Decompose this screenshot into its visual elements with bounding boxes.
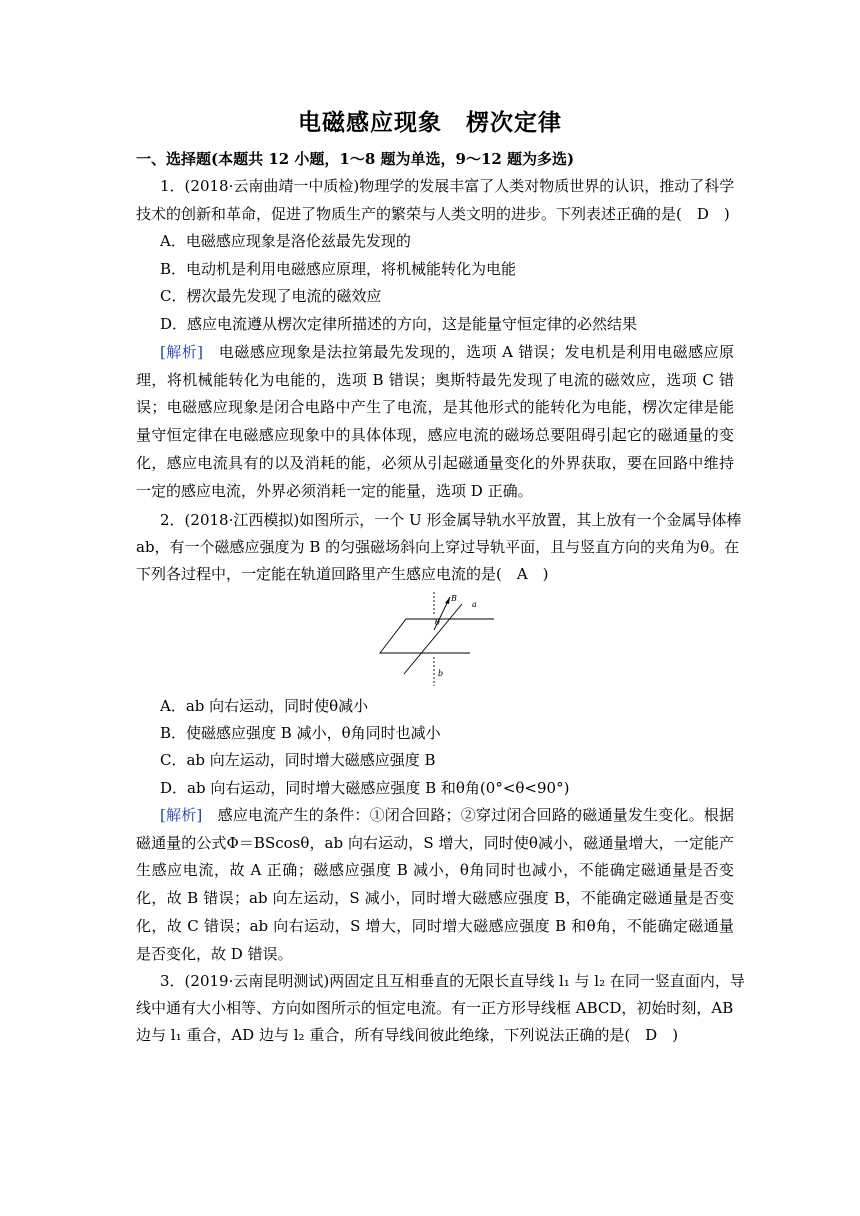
label-a: a (472, 600, 477, 609)
q2-stem-line-2: ab，有一个磁感应强度为 B 的匀强磁场斜向上穿过导轨平面，且与竖直方向的夹角为θ。在 (136, 538, 740, 556)
label-b-rod: b (438, 669, 444, 678)
field-arrow-head (445, 597, 450, 604)
q3-stem-line-2: 线中通有大小相等、方向如图所示的恒定电流。有一正方形导线框 ABCD，初始时刻，AB (136, 999, 734, 1017)
q2-analysis (136, 802, 734, 968)
label-b-field: B (451, 594, 457, 603)
q1-option-b: B．电动机是利用电磁感应原理，将机械能转化为电能 (160, 260, 517, 278)
q2-option-d: D．ab 向右运动，同时增大磁感应强度 B 和θ角(0°<θ<90°) (160, 779, 570, 797)
q2-analysis-text: 感应电流产生的条件：①闭合回路；②穿过闭合回路的磁通量发生变化。根据磁通量的公式Φ＝BScosθ，ab 向右运动，S 增大，同时使θ减小，磁通量增大，一定能产生感应电流，故 A 正确；磁感应强度 B 减小，θ角同时也减小，不能确定磁通量是否变化，故 B 错误；ab 向左运动，S 减小，同时增大磁感应强度 B，不能确定磁通量是否变化，故 C 错误；ab 向右运动，S 增大，同时增大磁感应强度 B 和θ角，不能确定磁通量是否变化，故 D 错误。 (136, 806, 734, 963)
q1-option-a: A．电磁感应现象是洛伦兹最先发现的 (160, 232, 411, 250)
conductor-rod (404, 604, 462, 674)
q1-analysis-text: 电磁感应现象是法拉第最先发现的，选项 A 错误；发电机是利用电磁感应原理，将机械能转化为电能的，选项 B 错误；奥斯特最先发现了电流的磁效应，选项 C 错误；电磁感应现象是闭合电路中产生了电流，是其他形式的能转化为电能，楞次定律是能量守恒定律在电磁感应现象中的具体体现，感应电流的磁场总要阻碍引起它的磁通量的变化，感应电流具有的以及消耗的能，必须从引起磁通量变化的外界获取，要在回路中维持一定的感应电流，外界必须消耗一定的能量，选项 D 正确。 (136, 343, 734, 500)
u-rail-diagram (378, 590, 502, 688)
q3-stem-line-3: 边与 l₁ 重合，AD 边与 l₂ 重合，所有导线间彼此绝缘，下列说法正确的是( D ) (136, 1026, 679, 1044)
label-theta: θ (435, 618, 440, 627)
q1-option-c: C．楞次最先发现了电流的磁效应 (160, 287, 382, 305)
section-heading: 一、选择题(本题共 12 小题，1～8 题为单选，9～12 题为多选) (136, 150, 575, 168)
q1-stem-line-1: 1．(2018·云南曲靖一中质检)物理学的发展丰富了人类对物质世界的认识，推动了科学 (160, 177, 735, 195)
document-title: 电磁感应现象 楞次定律 (298, 109, 562, 136)
q2-option-b: B．使磁感应强度 B 减小，θ角同时也减小 (160, 724, 441, 742)
q2-option-a: A．ab 向右运动，同时使θ减小 (160, 697, 369, 715)
q1-analysis-label: [解析] (160, 343, 204, 361)
q1-stem-line-2: 技术的创新和革命，促进了物质生产的繁荣与人类文明的进步。下列表述正确的是( D ) (136, 205, 730, 223)
q2-stem-line-1: 2．(2018·江西模拟)如图所示，一个 U 形金属导轨水平放置，其上放有一个金属导体棒 (160, 511, 742, 529)
q1-analysis (136, 339, 734, 505)
q3-stem-line-1: 3．(2019·云南昆明测试)两固定且互相垂直的无限长直导线 l₁ 与 l₂ 在同一竖直面内，导 (160, 972, 745, 990)
q1-option-d: D．感应电流遵从楞次定律所描述的方向，这是能量守恒定律的必然结果 (160, 315, 638, 333)
q2-option-c: C．ab 向左运动，同时增大磁感应强度 B (160, 751, 436, 769)
q2-analysis-label: [解析] (160, 806, 203, 824)
q2-stem-line-3: 下列各过程中，一定能在轨道回路里产生感应电流的是( A ) (136, 565, 549, 583)
